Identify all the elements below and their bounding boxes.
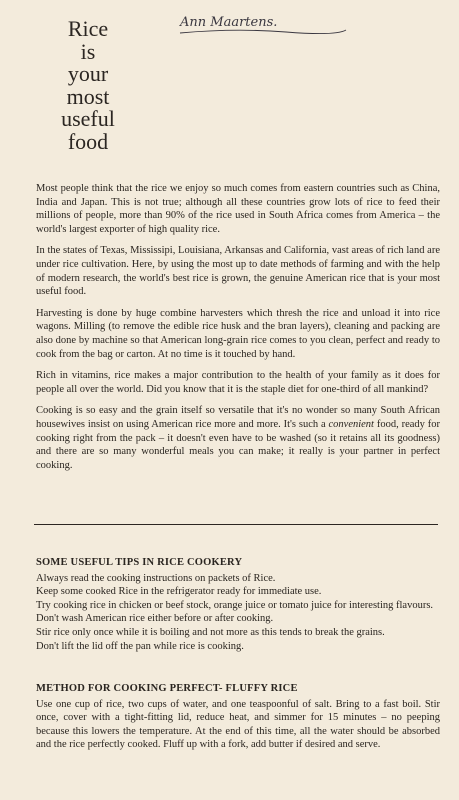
- title-line: your: [67, 61, 109, 86]
- title-line: food: [67, 128, 109, 154]
- paragraph-origin: Most people think that the rice we enjoy so much comes from eastern countries such as China, India and Japan. This is not true; although all these countries grow lots of rice to feed their millions of people, more than 90% of the rice used in South Africa comes from America – the world's largest exporter of high quality rice.: [36, 183, 440, 235]
- handwritten-signature: [176, 6, 366, 38]
- paragraph-cooking-end: food, ready for cooking right from the pack – it doesn't even have to be washed (so it retains all its goodness) and there are so many wonderful meals you can make; it really is your partner in perfect cooking.: [36, 418, 440, 471]
- tip-item: Stir rice only once while it is boiling and not more as this tends to break the grains.: [36, 626, 385, 638]
- tips-section: [36, 556, 440, 653]
- tip-item: Don't lift the lid off the pan while rice is cooking.: [36, 640, 244, 652]
- tip-item: Keep some cooked Rice in the refrigerator ready for immediate use.: [36, 586, 322, 598]
- method-text: Use one cup of rice, two cups of water, and one teaspoonful of salt. Bring to a fast boil. Stir once, cover with a tight-fitting lid, reduce heat, and simmer for 15 minutes – no peeping because this lowers the temperature. At the end of this time, all the water should be absorbed and the rice perfectly cooked. Fluff up with a fork, add butter if desired and serve.: [36, 698, 440, 751]
- divider-line: [34, 524, 438, 525]
- method-section: [36, 682, 440, 752]
- signature-text: Ann Maartens.: [180, 15, 278, 30]
- title-line: is: [80, 38, 96, 64]
- tip-item: Always read the cooking instructions on packets of Rice.: [36, 572, 276, 584]
- title-line: most: [66, 83, 110, 109]
- paragraph-cooking-start: Cooking is so easy and the grain itself so versatile that it's no wonder so many South African housewives insist on using American rice more and more. It's such a: [36, 405, 440, 430]
- title-line: Rice: [67, 16, 109, 41]
- tip-item: Don't wash American rice either before or after cooking.: [36, 613, 274, 625]
- tips-heading: SOME USEFUL TIPS IN RICE COOKERY: [36, 557, 243, 568]
- method-heading: METHOD FOR COOKING PERFECT- FLUFFY RICE: [36, 683, 298, 694]
- paragraph-cultivation: In the states of Texas, Mississipi, Louisiana, Arkansas and California, vast areas of rich land are under rice cultivation. Here, by using the most up to date methods of farming and with the help of modern research, the world's best rice is grown, the genuine American rice that is your most useful food.: [36, 245, 440, 298]
- paragraph-cooking: [36, 404, 440, 472]
- page-title: [28, 18, 148, 153]
- paragraph-harvesting: Harvesting is done by huge combine harvesters which thresh the rice and unload it into rice wagons. Milling (to remove the edible rice husk and the bran layers), cleaning and packing are also done by machine so that American long-grain rice comes to you clean, perfect and ready to cook from the bag or carton. At no time is it touched by hand.: [36, 307, 440, 360]
- paragraph-nutrition: Rich in vitamins, rice makes a major contribution to the health of your family as it does for people all over the world. Did you know that it is the staple diet for one-third of all mankind?: [36, 370, 440, 395]
- tip-item: Try cooking rice in chicken or beef stock, orange juice or tomato juice for interesting flavours.: [36, 599, 434, 611]
- emphasis-word: convenient: [328, 418, 374, 430]
- signature-drawing: [176, 6, 366, 38]
- title-line: useful: [61, 106, 115, 131]
- signature-underline: [180, 30, 346, 34]
- intro-text: [36, 182, 440, 480]
